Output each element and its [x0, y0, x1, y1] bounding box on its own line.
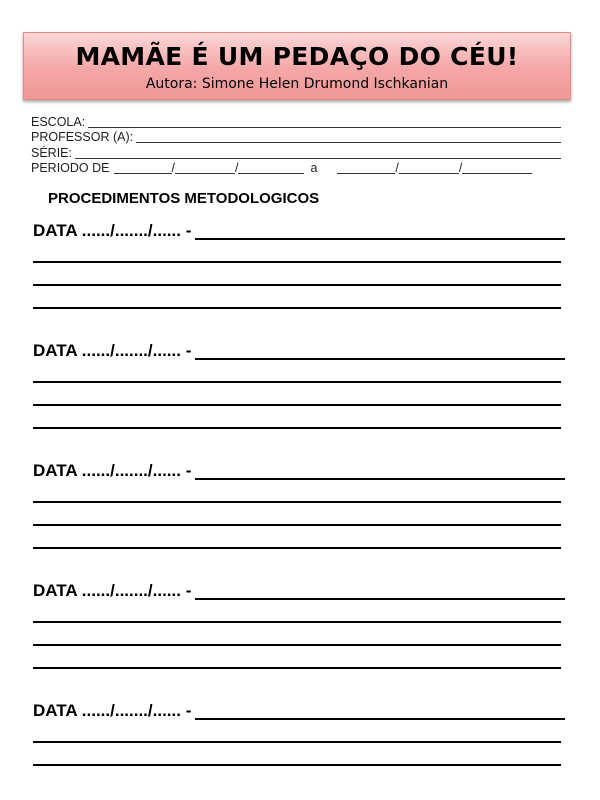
date-label: DATA ....../......./...... - [33, 221, 192, 240]
grade-label: SÉRIE: [31, 145, 72, 160]
period-sep: / [171, 161, 175, 175]
writing-line[interactable] [33, 263, 561, 286]
grade-field[interactable] [75, 148, 561, 159]
date-entry [33, 342, 565, 429]
period-start-year[interactable] [238, 163, 304, 174]
date-entry [33, 222, 565, 309]
writing-line[interactable] [33, 480, 561, 503]
period-sep: / [458, 161, 463, 175]
grade-row [31, 143, 561, 159]
period-to-label: a [310, 161, 318, 175]
writing-line[interactable] [33, 526, 561, 549]
period-end-month[interactable] [399, 163, 459, 174]
writing-line[interactable] [33, 383, 561, 406]
date-entry [33, 702, 565, 766]
writing-line[interactable] [33, 240, 561, 263]
writing-line[interactable] [33, 286, 561, 309]
period-sep: / [234, 161, 239, 175]
writing-line[interactable] [33, 720, 561, 743]
period-label: PERIODO DE [31, 161, 110, 175]
writing-line[interactable] [33, 406, 561, 429]
date-label: DATA ....../......./...... - [33, 701, 192, 720]
entry-line[interactable] [195, 464, 565, 480]
date-entry [33, 462, 565, 549]
author-line: Autora: Simone Helen Drumond Ischkanian [145, 76, 449, 92]
header-form [31, 112, 561, 174]
school-label: ESCOLA: [31, 114, 86, 129]
entry-line[interactable] [195, 344, 565, 360]
period-start-day[interactable] [114, 163, 172, 174]
teacher-label: PROFESSOR (A): [31, 130, 134, 144]
writing-line[interactable] [33, 743, 561, 766]
writing-line[interactable] [33, 503, 561, 526]
teacher-field[interactable] [136, 132, 561, 143]
title-banner [23, 32, 571, 100]
date-label: DATA ....../......./...... - [33, 341, 192, 360]
school-row [31, 112, 561, 128]
writing-line[interactable] [33, 600, 561, 623]
date-label: DATA ....../......./...... - [33, 581, 192, 600]
writing-line[interactable] [33, 646, 561, 669]
period-end-day[interactable] [337, 163, 395, 174]
school-field[interactable] [88, 117, 561, 128]
entry-line[interactable] [195, 584, 565, 600]
document-title: MAMÃE É UM PEDAÇO DO CÉU! [75, 42, 519, 71]
period-sep: / [395, 161, 399, 175]
entry-line[interactable] [195, 704, 565, 720]
date-entry [33, 582, 565, 669]
period-row [31, 159, 561, 175]
writing-line[interactable] [33, 360, 561, 383]
period-start-month[interactable] [175, 163, 235, 174]
entry-line[interactable] [195, 224, 565, 240]
section-title: PROCEDIMENTOS METODOLOGICOS [48, 190, 320, 207]
period-end-year[interactable] [462, 163, 532, 174]
teacher-row [31, 128, 561, 144]
date-label: DATA ....../......./...... - [33, 461, 192, 480]
writing-line[interactable] [33, 623, 561, 646]
